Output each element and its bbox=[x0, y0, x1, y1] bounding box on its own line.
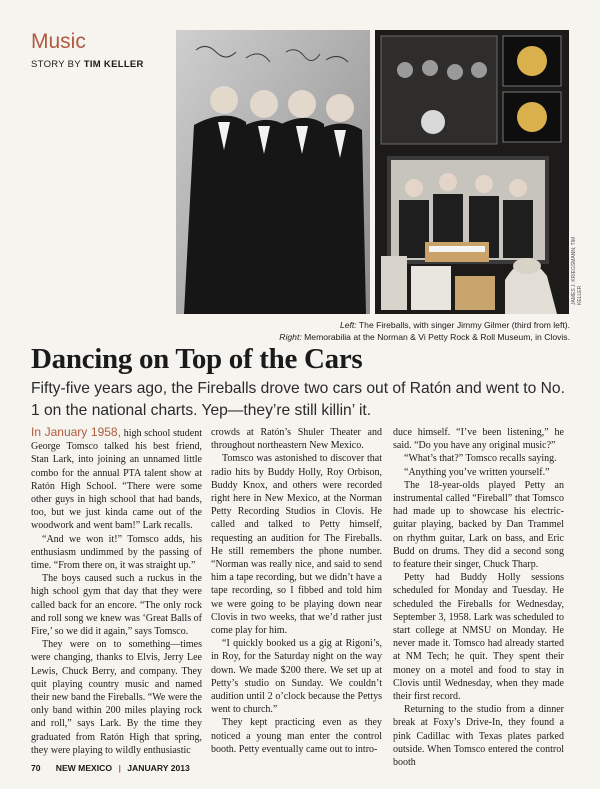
page-number: 70 bbox=[31, 763, 41, 773]
paragraph: crowds at Ratón’s Shuler Theater and throughout northeastern New Mexico. bbox=[211, 427, 382, 452]
paragraph: Petty had Buddy Holly sessions scheduled for Monday and Tuesday. He scheduled the Fireballs for Wednesday, September 3, 1958. Lark was scheduled to start college at NMSU on Monday. He never made it. Tomsco had already started at NM Tech; he quit. They spent their money on a motel and food to stay in Clovis until Wednesday, when they made their first record. bbox=[393, 572, 564, 703]
museum-photo-illustration bbox=[375, 30, 569, 314]
museum-photo bbox=[375, 30, 569, 314]
section-title: Music bbox=[31, 30, 86, 53]
paragraph: Tomsco was astonished to discover that radio hits by Buddy Holly, Roy Orbison, Buddy Knox, and others were recorded right here in New Mexico, at the Norman Petty Recording Studios in Clovis. He called and talked to Petty himself, requesting an audition for The Fireballs. He still remembers the phone number. “Norman was really nice, and said to send him a tape recording, but we didn’t have a tape recording, so I fibbed and told him we were going to be playing down near Clovis in two weeks, that we’d rather just come play for him. bbox=[211, 453, 382, 637]
page-footer: 70 NEW MEXICO | JANUARY 2013 bbox=[31, 763, 190, 773]
photo-caption bbox=[240, 319, 570, 343]
caption-left-text: The Fireballs, with singer Jimmy Gilmer (third from left). bbox=[358, 320, 570, 330]
paragraph: “What’s that?” Tomsco recalls saying. bbox=[404, 453, 557, 465]
paragraph: duce himself. “I’ve been listening,” he said. “Do you have any original music?” bbox=[393, 427, 564, 452]
issue-date: JANUARY 2013 bbox=[127, 763, 190, 773]
paragraph-text: high school student George Tomsco talked his best friend, Stan Lark, into joining an unnamed little combo for the annual PTA talent show at Ratón High School. “There were some other guys in high school that had bands, too, but we just kinda came out of the woodwork and went bam!” Lark recalls. bbox=[31, 428, 202, 532]
paragraph: “I quickly booked us a gig at Rigoni’s, in Roy, for the Saturday night on the way down. We made $200 there. We set up at Petty’s studio on Sunday. We couldn’t audition until 2 o’clock because the Pettys went to church.” bbox=[211, 638, 382, 716]
article-column-1 bbox=[31, 426, 202, 757]
paragraph: “Anything you’ve written yourself.” bbox=[404, 466, 550, 478]
paragraph: The 18-year-olds played Petty an instrumental called “Fireball” that Tomsco had made up to showcase his electric-guitar playing, backed by Dan Trammel on rhythm guitar, Lark on bass, and Eric Budd on drums. They did a second song to feature their singer, Chuck Tharp. bbox=[393, 479, 564, 571]
magazine-name: NEW MEXICO bbox=[55, 763, 113, 773]
caption-right-text: Memorabilia at the Norman & Vi Petty Rock & Roll Museum, in Clovis. bbox=[304, 332, 570, 342]
paragraph: They kept practicing even as they noticed a young man enter the control booth. Petty eventually came out to intro- bbox=[211, 717, 382, 755]
caption-right bbox=[240, 331, 570, 343]
lead-in: In January 1958, bbox=[31, 425, 121, 439]
paragraph: They were on to something—times were changing, thanks to Elvis, Jerry Lee Lewis, Chuck Berry, and company. They quit playing country music and named their new band the Fireballs. “We were the only band within 200 miles playing rock and roll,” says Lark. By the time they graduated from Ratón High that spring, they were playing to wildly enthusiastic bbox=[31, 639, 202, 756]
article-deck: Fifty-five years ago, the Fireballs drove two cars out of Ratón and went to No. 1 on the national charts. Yep—they’re still killin’ it. bbox=[31, 380, 565, 419]
paragraph: “And we won it!” Tomsco adds, his enthusiasm undimmed by the passing of time. “From there on, it was straight up.” bbox=[31, 533, 202, 572]
photo-credit: JAMES J. KRIEGSMANN; TIM KELLER bbox=[571, 236, 583, 305]
paragraph: Returning to the studio from a dinner break at Foxy’s Drive-In, they found a pink Cadillac with Texas plates parked outside. When Tomsco entered the control booth bbox=[393, 704, 564, 769]
article-column-2 bbox=[211, 426, 382, 756]
band-photo bbox=[176, 30, 370, 314]
byline-author: TIM KELLER bbox=[83, 59, 144, 70]
band-photo-illustration bbox=[176, 30, 370, 314]
byline-prefix: STORY BY bbox=[31, 59, 81, 70]
byline bbox=[31, 59, 144, 70]
article-headline: Dancing on Top of the Cars bbox=[31, 343, 363, 375]
caption-left bbox=[240, 319, 570, 331]
paragraph bbox=[31, 426, 202, 533]
paragraph: The boys caused such a ruckus in the high school gym that day that they were called back for an encore. “The only rock and roll song we knew was ‘Great Balls of Fire,’ so we did it again,” says Tomsco. bbox=[31, 573, 202, 638]
caption-right-label: Right: bbox=[279, 332, 302, 342]
caption-left-label: Left: bbox=[339, 320, 357, 330]
article-column-3 bbox=[393, 426, 564, 769]
